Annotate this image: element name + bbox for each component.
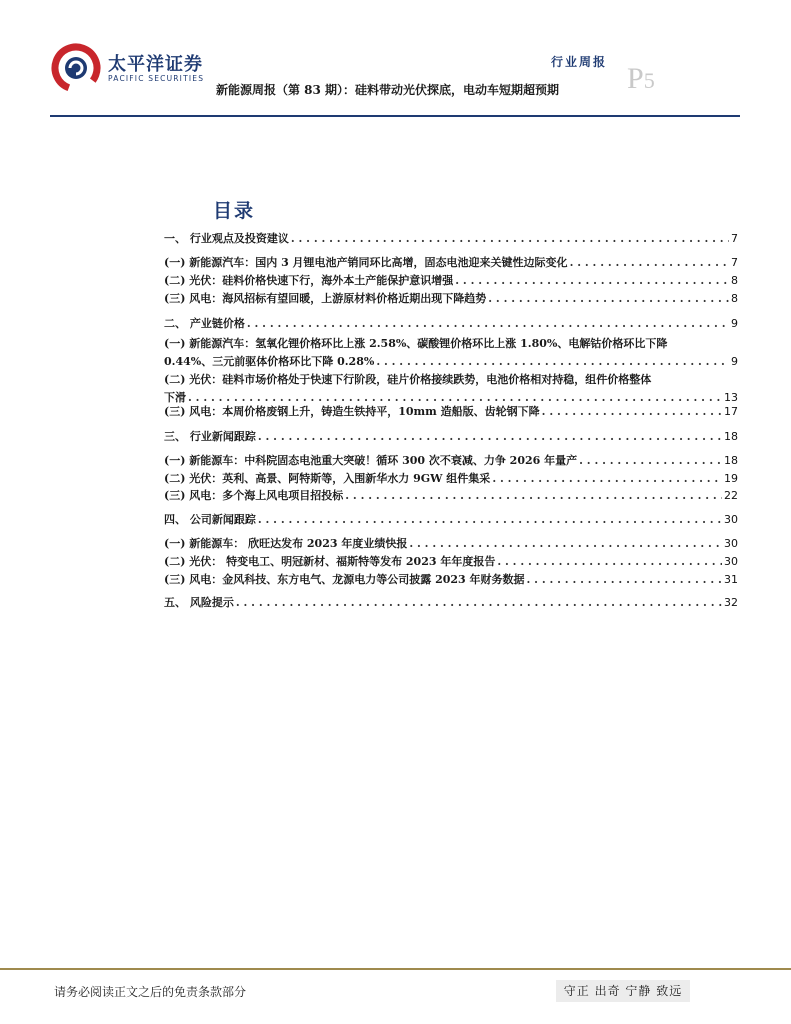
toc-entry-1-1[interactable]	[164, 254, 738, 272]
toc-page: 32	[724, 596, 738, 609]
toc-leader	[409, 535, 722, 553]
toc-page: 8	[731, 274, 738, 287]
toc-entry-2-2[interactable]	[164, 371, 738, 407]
footer-divider	[0, 968, 791, 970]
toc-entry-label: (一) 新能源车： 欣旺达发布 2023 年度业绩快报	[164, 537, 408, 550]
toc-leader	[488, 290, 729, 308]
page-letter: P	[627, 62, 644, 95]
toc-entry-label: 五、 风险提示	[164, 596, 234, 609]
toc-entry-section-3[interactable]	[164, 428, 738, 446]
toc-page: 31	[724, 573, 738, 586]
toc-entry-label: (三) 风电：金风科技、东方电气、龙源电力等公司披露 2023 年财务数据	[164, 573, 525, 586]
toc-entry-2-3[interactable]	[164, 403, 738, 421]
toc-page: 8	[731, 292, 738, 305]
toc-leader	[497, 553, 722, 571]
toc-entry-label: (一) 新能源车：中科院固态电池重大突破！循环 300 次不衰减、力争 2026 年量产	[164, 454, 578, 467]
toc-entry-label: 四、 公司新闻跟踪	[164, 513, 256, 526]
toc-entry-section-4[interactable]	[164, 511, 738, 529]
toc-entry-label: 下滑	[164, 391, 186, 404]
toc-entry-label-line1: (二) 光伏：硅料市场价格处于快速下行阶段，硅片价格接续跌势，电池价格相对持稳，组件价格整体	[164, 373, 652, 386]
toc-entry-2-1[interactable]	[164, 335, 738, 371]
toc-entry-label-line1: (一) 新能源汽车：氢氧化锂价格环比上涨 2.58%、碳酸锂价格环比上涨 1.80%、电解钴价格环比下降	[164, 337, 668, 350]
toc-leader	[345, 487, 722, 505]
toc-leader	[247, 315, 729, 333]
toc-page: 30	[724, 555, 738, 568]
pacific-securities-logo-icon	[50, 42, 104, 94]
toc-leader	[542, 403, 722, 421]
page-number-value: 5	[643, 68, 655, 93]
toc-leader	[492, 470, 722, 488]
logo-chinese-name: 太平洋证券	[108, 54, 203, 75]
toc-leader	[258, 428, 722, 446]
toc-entry-1-2[interactable]	[164, 272, 738, 290]
toc-entry-section-1[interactable]	[164, 230, 738, 248]
toc-leader	[376, 353, 729, 371]
toc-entry-3-1[interactable]	[164, 452, 738, 470]
report-type: 行业周报	[550, 55, 607, 69]
toc-entry-section-2[interactable]	[164, 315, 738, 333]
toc-entry-4-3[interactable]	[164, 571, 738, 589]
toc-page: 17	[724, 405, 738, 418]
footer-motto: 守正 出奇 宁静 致远	[556, 980, 690, 1002]
toc-entry-label: (三) 风电：多个海上风电项目招投标	[164, 489, 344, 502]
toc-entry-section-5[interactable]	[164, 594, 738, 612]
toc-entry-4-2[interactable]	[164, 553, 738, 571]
toc-entry-label: (一) 新能源汽车：国内 3 月锂电池产销同环比高增，固态电池迎来关键性边际变化	[164, 256, 568, 269]
toc-page: 13	[724, 391, 738, 404]
toc-page: 30	[724, 537, 738, 550]
company-logo	[50, 42, 210, 94]
toc-page: 22	[724, 489, 738, 502]
toc-page: 18	[724, 454, 738, 467]
toc-leader	[570, 254, 729, 272]
toc-page: 19	[724, 472, 738, 485]
toc-leader	[455, 272, 729, 290]
toc-page: 9	[731, 317, 738, 330]
footer-disclaimer: 请务必阅读正文之后的免责条款部分	[54, 985, 247, 999]
toc-leader	[291, 230, 729, 248]
toc-leader	[527, 571, 722, 589]
report-title: 新能源周报（第 83 期）：硅料带动光伏探底，电动车短期超预期	[216, 83, 560, 97]
toc-entry-label: 二、 产业链价格	[164, 317, 245, 330]
toc-entry-3-2[interactable]	[164, 470, 738, 488]
toc-entry-label: (二) 光伏：硅料价格快速下行，海外本土产能保护意识增强	[164, 274, 454, 287]
toc-entry-1-3[interactable]	[164, 290, 738, 308]
toc-page: 18	[724, 430, 738, 443]
toc-leader	[258, 511, 722, 529]
toc-entry-label: (三) 风电：本周价格废钢上升，铸造生铁持平，10mm 造船版、齿轮钢下降	[164, 405, 540, 418]
toc-entry-3-3[interactable]	[164, 487, 738, 505]
toc-leader	[236, 594, 722, 612]
toc-page: 30	[724, 513, 738, 526]
page-number	[627, 62, 655, 96]
toc-entry-4-1[interactable]	[164, 535, 738, 553]
toc-page: 9	[731, 355, 738, 368]
toc-heading: 目录	[213, 200, 256, 222]
toc-entry-label: (二) 光伏：英利、高景、阿特斯等，入围新华水力 9GW 组件集采	[164, 472, 491, 485]
header-divider	[50, 115, 740, 117]
logo-english-name: PACIFIC SECURITIES	[108, 74, 205, 83]
toc-page: 7	[731, 232, 738, 245]
toc-entry-label: 三、 行业新闻跟踪	[164, 430, 256, 443]
toc-leader	[579, 452, 722, 470]
toc-entry-label: 一、 行业观点及投资建议	[164, 232, 289, 245]
toc-entry-label: 0.44%、三元前驱体价格环比下降 0.28%	[164, 355, 375, 368]
toc-entry-label: (二) 光伏： 特变电工、明冠新材、福斯特等发布 2023 年年度报告	[164, 555, 496, 568]
toc-page: 7	[731, 256, 738, 269]
toc-entry-label: (三) 风电：海风招标有望回暖，上游原材料价格近期出现下降趋势	[164, 292, 487, 305]
